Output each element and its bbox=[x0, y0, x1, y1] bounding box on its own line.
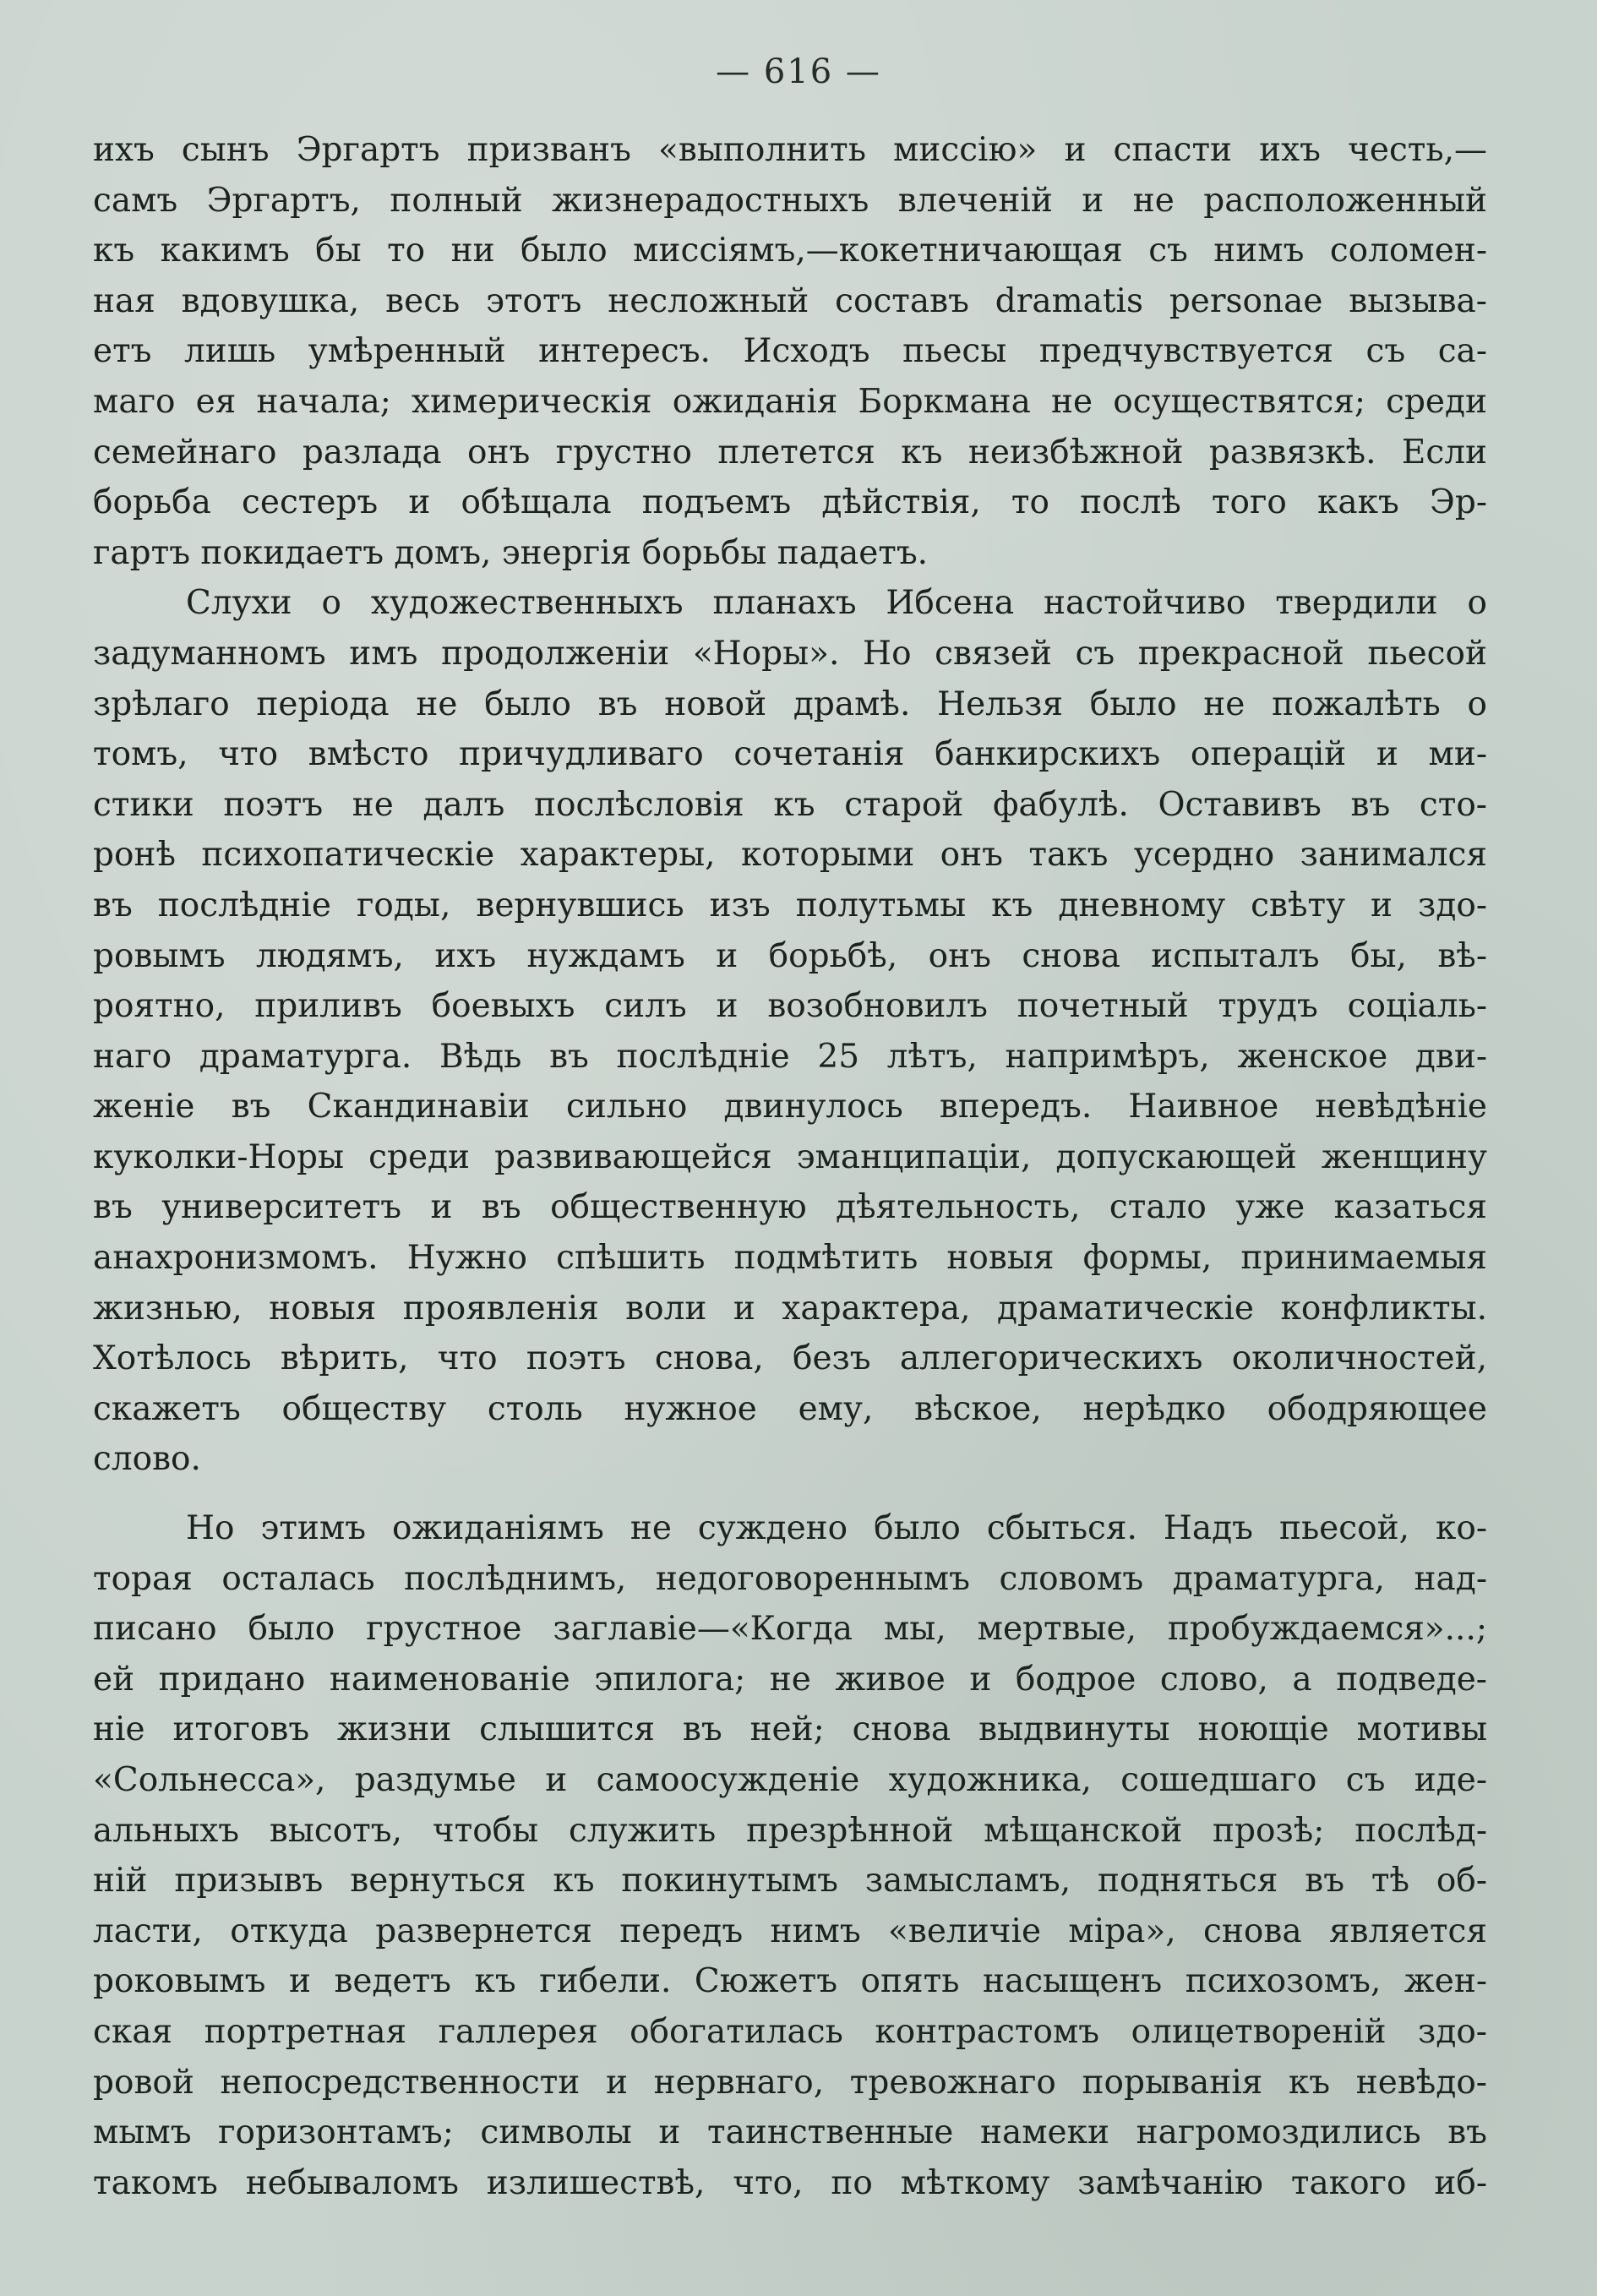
text-line: писано было грустное заглавіе—«Когда мы, мертвые, пробуждаемся»...; bbox=[93, 1610, 1487, 1649]
paragraph-2 bbox=[93, 578, 1487, 1485]
text-line: женіе въ Скандинавіи сильно двинулось впередъ. Наивное невѣдѣніе bbox=[93, 1088, 1487, 1126]
text-line: мымъ горизонтамъ; символы и таинственные намеки нагромоздились въ bbox=[93, 2113, 1487, 2152]
text-line: ласти, откуда развернется передъ нимъ «величіе міра», снова является bbox=[93, 1912, 1487, 1950]
text-line: ей придано наименованіе эпилога; не живое и бодрое слово, а подведе- bbox=[93, 1660, 1487, 1699]
text-line: ровой непосредственности и нервнаго, тревожнаго порыванія къ невѣдо- bbox=[93, 2063, 1487, 2102]
text-line: ронѣ психопатическіе характеры, которыми онъ такъ усердно занимался bbox=[93, 836, 1487, 875]
text-line: роковымъ и ведетъ къ гибели. Сюжетъ опять насыщенъ психозомъ, жен- bbox=[93, 1962, 1487, 2001]
text-line: семейнаго разлада онъ грустно плетется къ неизбѣжной развязкѣ. Если bbox=[93, 433, 1487, 472]
text-line: ихъ сынъ Эргартъ призванъ «выполнить миссію» и спасти ихъ честь,— bbox=[93, 131, 1487, 169]
text-line: къ какимъ бы то ни было миссіямъ,—кокетничающая съ нимъ соломен- bbox=[93, 232, 1487, 270]
text-line: скажетъ обществу столь нужное ему, вѣское, нерѣдко ободряющее bbox=[93, 1389, 1487, 1428]
text-line: въ послѣдніе годы, вернувшись изъ полутьмы къ дневному свѣту и здо- bbox=[93, 886, 1487, 924]
text-line: альныхъ высотъ, чтобы служить презрѣнной мѣщанской прозѣ; послѣд- bbox=[93, 1811, 1487, 1850]
text-line: анахронизмомъ. Нужно спѣшить подмѣтить новыя формы, принимаемыя bbox=[93, 1239, 1487, 1278]
text-line: жизнью, новыя проявленія воли и характера, драматическіе конфликты. bbox=[93, 1289, 1487, 1328]
text-line: наго драматурга. Вѣдь въ послѣдніе 25 лѣтъ, напримѣръ, женское дви- bbox=[93, 1037, 1487, 1076]
text-line: торая осталась послѣднимъ, недоговореннымъ словомъ драматурга, над- bbox=[93, 1559, 1487, 1598]
text-line: ровымъ людямъ, ихъ нуждамъ и борьбѣ, онъ снова испыталъ бы, вѣ- bbox=[93, 936, 1487, 975]
text-line: самъ Эргартъ, полный жизнерадостныхъ влеченій и не расположенный bbox=[93, 181, 1487, 220]
text-line: Но этимъ ожиданіямъ не суждено было сбыться. Надъ пьесой, ко- bbox=[186, 1509, 1487, 1548]
text-line: слово. bbox=[93, 1440, 201, 1479]
text-line: Слухи о художественныхъ планахъ Ибсена настойчиво твердили о bbox=[186, 584, 1487, 623]
text-line: етъ лишь умѣренный интересъ. Исходъ пьесы предчувствуется съ са- bbox=[93, 332, 1487, 371]
text-line: ная вдовушка, весь этотъ несложный составъ dramatis personae вызыва- bbox=[93, 281, 1487, 320]
paragraph-gap bbox=[93, 1485, 1487, 1503]
text-line: такомъ небываломъ излишествѣ, что, по мѣткому замѣчанію такого иб- bbox=[93, 2163, 1487, 2202]
text-line: стики поэтъ не далъ послѣсловія къ старой фабулѣ. Оставивъ въ сто- bbox=[93, 785, 1487, 824]
paragraph-1 bbox=[93, 125, 1487, 578]
text-line: борьба сестеръ и обѣщала подъемъ дѣйствія, то послѣ того какъ Эр- bbox=[93, 483, 1487, 522]
text-line: маго ея начала; химерическія ожиданія Боркмана не осуществятся; среди bbox=[93, 382, 1487, 421]
page-number: — 616 — bbox=[716, 52, 881, 91]
text-line: ній призывъ вернуться къ покинутымъ замысламъ, подняться въ тѣ об- bbox=[93, 1862, 1487, 1901]
text-line: зрѣлаго періода не было въ новой драмѣ. Нельзя было не пожалѣть о bbox=[93, 684, 1487, 723]
text-line: гартъ покидаетъ домъ, энергія борьбы падаетъ. bbox=[93, 533, 929, 572]
text-line: ніе итоговъ жизни слышится въ ней; снова выдвинуты ноющіе мотивы bbox=[93, 1710, 1487, 1749]
paragraph-3 bbox=[93, 1503, 1487, 2208]
text-line: задуманномъ имъ продолженіи «Норы». Но связей съ прекрасной пьесой bbox=[93, 634, 1487, 673]
text-line: роятно, приливъ боевыхъ силъ и возобновилъ почетный трудъ соціаль- bbox=[93, 987, 1487, 1026]
text-body bbox=[93, 125, 1487, 2208]
text-line: куколки-Норы среди развивающейся эманципаціи, допускающей женщину bbox=[93, 1137, 1487, 1176]
text-line: «Сольнесса», раздумье и самоосужденіе художника, сошедшаго съ иде- bbox=[93, 1761, 1487, 1799]
text-line: томъ, что вмѣсто причудливаго сочетанія банкирскихъ операцій и ми- bbox=[93, 735, 1487, 774]
text-line: ская портретная галлерея обогатилась контрастомъ олицетвореній здо- bbox=[93, 2012, 1487, 2051]
text-line: въ университетъ и въ общественную дѣятельность, стало уже казаться bbox=[93, 1188, 1487, 1227]
text-line: Хотѣлось вѣрить, что поэтъ снова, безъ аллегорическихъ околичностей, bbox=[93, 1339, 1487, 1378]
